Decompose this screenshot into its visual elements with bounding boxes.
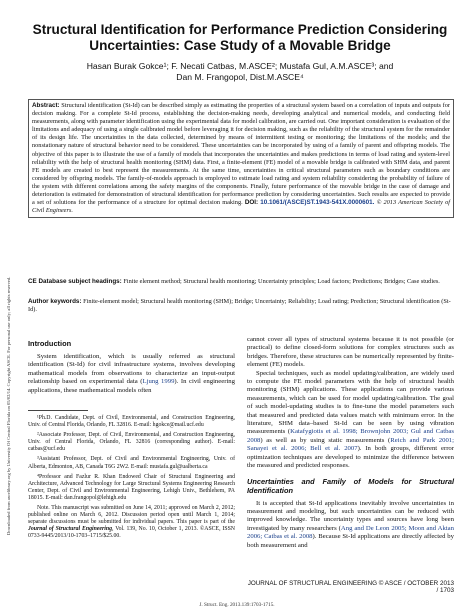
doi-label: DOI: (244, 199, 259, 207)
paper-title: Structural Identification for Performance Prediction Considering Uncertainties: Case Study of a Movable Bridge (32, 22, 448, 53)
p2-text-b: ) as well as by using static measurements ( (260, 436, 391, 444)
author-keywords-label: Author keywords: (28, 298, 82, 305)
uncertainties-heading: Uncertainties and Family of Models for Structural Identification (247, 476, 454, 495)
left-column (28, 336, 235, 395)
author-list (28, 61, 452, 83)
abstract-label: Abstract: (32, 102, 60, 109)
download-notice (6, 95, 18, 535)
doi-link[interactable]: 10.1061/(ASCE)ST.1943-541X.0000601. (260, 199, 375, 207)
p2-text-c: ). In both groups, different error optimization techniques are developed to minimize the difference between the measured and predicted responses. (247, 445, 454, 470)
right-column (247, 336, 454, 550)
ref-ljung[interactable]: Ljung 1999 (142, 378, 175, 386)
copyright-notice: © 2013 American Society of Civil Engineers. (32, 199, 451, 215)
ce-database-headings (28, 278, 454, 286)
ce-database-text: Finite element method; Structural health monitoring; Uncertainty principles; Load factors; Predictions; Bridges; Case studies. (123, 278, 440, 285)
author-line-2: Dan M. Frangopol, Dist.M.ASCE⁴ (176, 72, 304, 82)
history-text-end: , Vol. 139, No. 10, October 1, 2013. ©ASCE, ISSN 0733-9445/2013/10-1703–1715/$25.00. (28, 526, 235, 540)
abstract-box (28, 99, 454, 218)
intro-paragraph (28, 353, 235, 395)
intro-text: System identification, which is usually referred as structural identification (St-Id) for civil infrastructure systems, involves developing mathematical models from observations to characterize an input-output relationship based on experimental data ( (28, 353, 235, 386)
footnote-4: ⁴Professor and Fazlur R. Khan Endowed Chair of Structural Engineering and Architecture, Advanced Technology for Large Structural Systems Engineering Research Center, Dept. of Civil and Environmental Engineering, Lehigh Univ., Bethlehem, PA 18015. E-mail: dan.frangopol@lehigh.edu (28, 473, 235, 501)
author-line-1: Hasan Burak Gokce¹; F. Necati Catbas, M.ASCE²; Mustafa Gul, A.M.ASCE³; and (86, 61, 394, 71)
footnote-1: ¹Ph.D. Candidate, Dept. of Civil, Environmental, and Construction Engineering, Univ. of Central Florida, Orlando, FL 32816. E-mail: hgokce@mail.ucf.edu (28, 415, 235, 429)
intro-text-end: ). In civil engineering applications, these mathematical models often (28, 378, 235, 394)
right-paragraph-3 (247, 500, 454, 550)
bottom-citation: J. Struct. Eng. 2013.139:1703-1715. (199, 602, 275, 608)
right-paragraph-2 (247, 370, 454, 471)
download-notice-text: Downloaded from ascelibrary.org by University Of Central Florida on 05/02/14. Copyright ASCE. For personal use only; all rights reserved. (6, 276, 11, 535)
p3-text-a: It is accepted that St-Id applications inevitably involve uncertainties in measurement and modeling, but such uncertainties can be reduced with improved knowledge. The uncertainty types and sources have long been investigated by many researchers ( (247, 499, 454, 532)
author-keywords-text: Finite-element model; Structural health monitoring (SHM); Bridge; Uncertainty; Reliability; Load rating; Prediction; Structural identification (St-Id). (28, 298, 451, 314)
ref-uncertainty[interactable]: Ang and De Leon 2005; Moon and Aktan 2006; Catbas et al. 2008 (247, 524, 454, 541)
manuscript-history (28, 505, 235, 540)
page-footer: JOURNAL OF STRUCTURAL ENGINEERING © ASCE / OCTOBER 2013 / 1703 (247, 580, 454, 594)
abstract-text: Structural identification (St-Id) can be described simply as estimating the properties of a structural system based on a correlation of inputs and outputs for decision making. For a complete St-Id process, establishing the decision-making needs, developing analytical and numerical models, and conducting field measurements, along with parameter identification using the experimental data for model calibration, are carried out. One important consideration is evaluation of the limitations and adequacy of using a single calibrated model before leveraging it for decision making, such as the reliability of the structural system for the remainder of its design life. The uncertainties in the data collected, determined by means of intermittent testing or monitoring; the limitations of the models; and the nonstationary nature of structural behavior need to be considered. These uncertainties can be incorporated by using of a family of parent and offspring models. The objective of this paper is to illustrate the use of a family of models that incorporates the uncertainties and makes predictions in terms of load rating and system-level reliability with the help of structural health monitoring (SHM) data. First, a finite-element (FE) model of a movable bridge is calibrated with SHM data, and parent FE models are created to best represent the measurements. At the same time, uncertainties in critical structural parameters such as boundary conditions are considered by offspring models. The family-of-models approach is employed to estimate load rating and system reliability considering the probability of failure of the system with different correlations among the safety margins of the components. Finally, future performance of the movable bridge in the case of damage and deterioration is estimated for demonstration of structural identification for performance prediction by considering uncertainties. Such results are expected to provide a set of solutions for the performance of a structure for optimal decision making. (32, 102, 450, 207)
ref-static[interactable]: Reich and Park 2001; Sanayei et al. 2006; Bell et al. 2007 (247, 436, 454, 453)
ce-database-label: CE Database subject headings: (28, 278, 122, 285)
journal-name: Journal of Structural Engineering (28, 526, 112, 533)
footnote-3: ³Assistant Professor, Dept. of Civil and Environmental Engineering, Univ. of Alberta, Edmonton, AB, Canada T6G 2W2. E-mail: mustafa.gul@ualberta.ca (28, 456, 235, 470)
footnote-divider (28, 410, 88, 411)
introduction-heading: Introduction (28, 339, 72, 348)
footnote-2: ²Associate Professor, Dept. of Civil, Environmental, and Construction Engineering, Univ. of Central Florida, Orlando, FL 32816 (corresponding author). E-mail: catbas@ucf.edu (28, 432, 235, 453)
p2-text-a: Special techniques, such as model updating/calibration, are widely used to compute the FE model parameters with the help of structural health monitoring (SHM) applications. These applications can provide various measurements, which can be used for model updating/calibration. The goal of such model-updating studies is to fine-tune the model parameters such that measured and predicted data values match with minimum error. In the literature, SHM data–based St-Id can be seen by using vibration measurements ( (247, 369, 454, 436)
footnotes (28, 415, 235, 544)
author-keywords (28, 298, 454, 314)
history-text: Note. This manuscript was submitted on June 14, 2011; approved on March 2, 2012; published online on March 6, 2012. Discussion period open until March 1, 2014; separate discussions must be submitted for individual papers. This paper is part of the (28, 505, 235, 526)
ref-vibration[interactable]: Katafygiotis et al. 1998; Brownjohn 2003; Gul and Catbas 2008 (247, 428, 454, 444)
p3-text-b: ). Because St-Id applications are directly affected by both measurement and (247, 533, 454, 549)
right-paragraph-1: cannot cover all types of structural systems because it is not possible (or practical) to define closed-form solutions for complex structures such as bridges. Therefore, these structures can be numerically represented by finite-element (FE) models. (247, 336, 454, 369)
